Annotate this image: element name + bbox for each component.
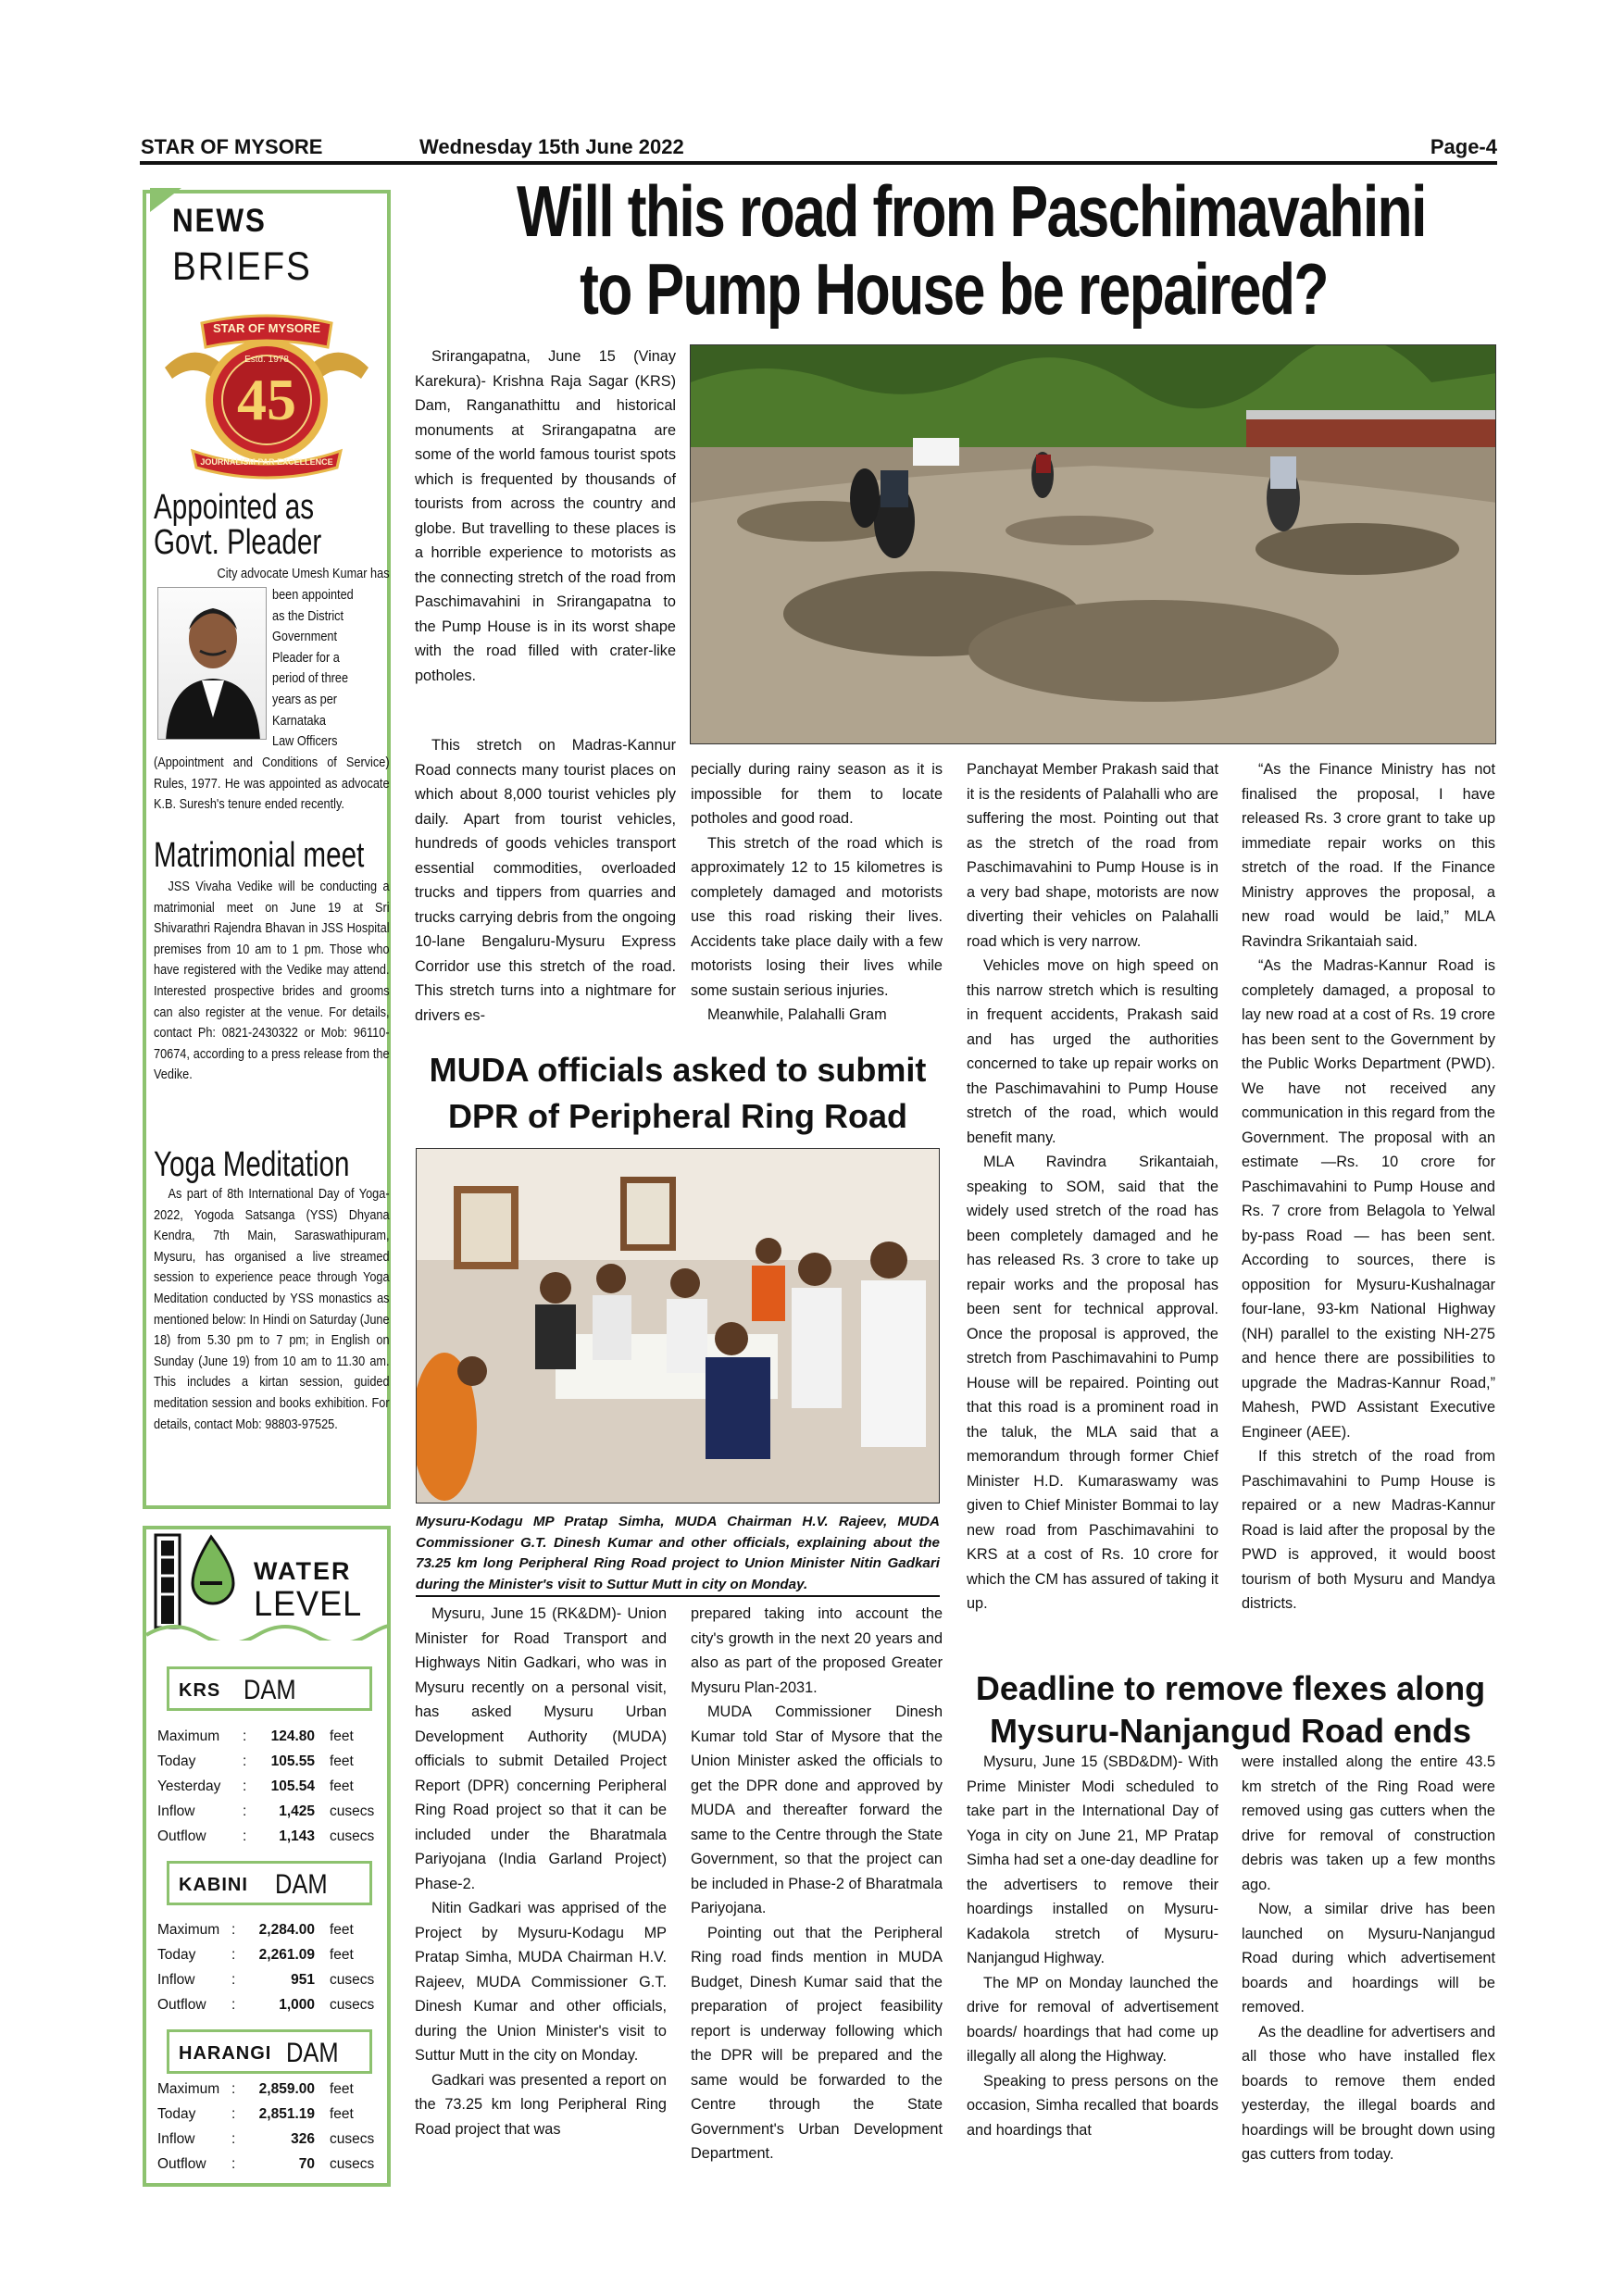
- paragraph: If this stretch of the road from Paschimavahini to Pump House is repaired or a new Madras-Kannur Road is laid after the proposal by the PWD is approved, it would boost tourism of both Mysuru and Mandya districts.: [1242, 1448, 1495, 1612]
- dam-label: DAM: [275, 1869, 328, 1900]
- headline-line: Will this road from Paschimavahini: [517, 170, 1426, 252]
- paragraph: Panchayat Member Prakash said that it is the residents of Palahalli who are suffering the most. Pointing out that as the stretch of the road from Paschimavahini to Pump House is in a very bad shape, motorists are now diverting their vehicles on Palahalli road which is very narrow.: [967, 761, 1218, 950]
- pothole-road-photo: [690, 344, 1496, 744]
- dam-row: Maximum : 124.80 feet: [157, 1728, 354, 1744]
- main-story-col1-top: [415, 344, 676, 729]
- logo-estd: Estd. 1978: [244, 355, 289, 365]
- muda-meeting-photo: [416, 1148, 940, 1504]
- paragraph: Meanwhile, Palahalli Gram: [707, 1006, 887, 1023]
- main-headline: [407, 172, 1500, 328]
- flex-story-col1: [967, 1750, 1218, 2194]
- muda-headline-1: MUDA officials asked to submit: [429, 1051, 927, 1089]
- logo-motto: JOURNALISM PAR EXCELLENCE: [200, 457, 333, 467]
- main-story-col1-bottom: [415, 733, 676, 1028]
- muda-headline-2: DPR of Peripheral Ring Road: [447, 1097, 908, 1135]
- paragraph: “As the Madras-Kannur Road is completely damaged, a proposal to lay new road at a cost of Rs. 19 crore has been sent to the Government by the Public Works Department (PWD). We have not received any communication in this regard from the Government. The proposal with an estimate —Rs. 10 crore for Paschimavahini to Pump House and Rs. 7 crore from Belagola to Yelwal by-pass Road — has been sent. According to sources, there is opposition for Mysuru-Kushalnagar four-lane, 93-km National Highway (NH) parallel to the existing NH-275 and hence there are possibilities to upgrade the Madras-Kannur Road,” Mahesh, PWD Assistant Executive Engineer (AEE).: [1242, 957, 1495, 1441]
- water-label: WATER: [254, 1557, 352, 1585]
- dam-name: KABINI: [179, 1875, 248, 1895]
- flex-headline-1: Deadline to remove flexes along: [975, 1669, 1486, 1707]
- paragraph: pecially during rainy season as it is impossible for them to locate potholes and good road.: [691, 761, 943, 827]
- paragraph: MLA Ravindra Srikantaiah, speaking to SOM, said that the widely used stretch of the road has been completely damaged and he has released Rs. 3 crore to take up repair works and the proposal has been sent for technical approval. Once the proposal is approved, the stretch from Paschimavahini to Pump House will be repaired. Pointing out that this road is a prominent road in the taluk, the MLA said that a memorandum through former Chief Minister H.D. Kumaraswamy was given to Chief Minister Bommai to lay new road from Paschimavahini to KRS at a cost of Rs. 10 crore for which the CM has assured of taking it up.: [967, 1154, 1218, 1612]
- muda-photo-caption: Mysuru-Kodagu MP Pratap Simha, MUDA Chairman H.V. Rajeev, MUDA Commissioner G.T. Dinesh Kumar and other officials, explaining about the 73.25 km long Peripheral Ring Road project to Union Minister Nitin Gadkari during the Minister's visit to Suttur Mutt in city on Monday.: [416, 1514, 940, 1592]
- brief-line: Government: [272, 630, 338, 645]
- briefs-label: BRIEFS: [172, 244, 312, 289]
- paragraph: As the deadline for advertisers and all those who have installed flex boards to remove them ended yesterday, the illegal boards and hoardings will be brought down using gas cutters from today.: [1242, 2023, 1495, 2163]
- muda-story-col2: [691, 1602, 943, 2194]
- dam-label: DAM: [244, 1675, 296, 1705]
- anniversary-logo: [156, 312, 378, 484]
- muda-story-col1: [415, 1602, 667, 2194]
- brief-text: City advocate Umesh Kumar has: [217, 567, 390, 581]
- caption-rule: [416, 1595, 940, 1597]
- brief-text: (Appointment and Conditions of Service) Rules, 1977. He was appointed as advocate K.B. Suresh's tenure ended recently.: [154, 755, 390, 813]
- paper-name: STAR OF MYSORE: [141, 135, 323, 158]
- brief-title: Govt. Pleader: [154, 523, 322, 562]
- dam-row: Outflow : 1,143 cusecs: [157, 1828, 375, 1844]
- brief-line: Karnataka: [272, 713, 327, 729]
- dam-row: Outflow : 70 cusecs: [157, 2156, 375, 2172]
- paragraph: Gadkari was presented a report on the 73.25 km long Peripheral Ring Road project that was: [415, 2071, 667, 2138]
- flex-headline-2: Mysuru-Nanjangud Road ends: [989, 1712, 1472, 1750]
- paragraph: Srirangapatna, June 15 (Vinay Karekura)- Krishna Raja Sagar (KRS) Dam, Ranganathittu and historical monuments at Srirangapatna are some of the world famous tourist spots which is frequented by thousands of tourists from across the country and globe. But travelling to these places is a horrible experience to motorists as the connecting stretch of the road from Paschimavahini in Srirangapatna to the Pump House is in its worst shape with the road filled with crater-like potholes.: [415, 348, 676, 684]
- paragraph: were installed along the entire 43.5 km stretch of the Ring Road were removed using gas cutters when the drive for removal of construction debris was taken up a few months ago.: [1242, 1753, 1495, 1893]
- brief-text: As part of 8th International Day of Yoga-2022, Yogoda Satsanga (YSS) Dhyana Kendra, 7th Main, Saraswathipuram, Mysuru, has organised a live streamed session to experience peace through Yoga Meditation conducted by YSS monastics as mentioned below: In Hindi on Saturday (June 18) from 5.30 pm to 7 pm; in English on Sunday (June 19) from 10 am to 11.30 am. This includes a kirtan session, guided meditation session and books exhibition. For details, contact Mob: 98803-97525.: [154, 1187, 390, 1432]
- issue-date: Wednesday 15th June 2022: [419, 135, 684, 158]
- level-label: LEVEL: [254, 1585, 363, 1624]
- paragraph: This stretch on Madras-Kannur Road connects many tourist places on which about 8,000 tourist vehicles ply daily. Apart from tourist vehicles, hundreds of goods vehicles transport essential commodities, overloaded trucks and tippers from quarries and trucks carrying debris from the ongoing 10-lane Bengaluru-Mysuru Express Corridor use this stretch of the road. This stretch turns into a nightmare for drivers es-: [415, 737, 676, 1024]
- dam-row: Today : 2,851.19 feet: [157, 2106, 354, 2122]
- dam-label: DAM: [286, 2038, 339, 2068]
- logo-top-text: STAR OF MYSORE: [212, 321, 321, 335]
- paragraph: “As the Finance Ministry has not finalised the proposal, I have released Rs. 3 crore grant to take up immediate repair works on this stretch of the road. If the Finance Ministry approves the proposal, a new road would be laid,” MLA Ravindra Srikantaiah said.: [1242, 761, 1495, 950]
- brief-line: as the District: [272, 608, 344, 624]
- paragraph: prepared taking into account the city's growth in the next 20 years and also as part of the proposed Greater Mysuru Plan-2031.: [691, 1605, 943, 1696]
- dam-row: Maximum : 2,859.00 feet: [157, 2081, 354, 2097]
- person-portrait-icon: [158, 588, 267, 740]
- dam-row: Maximum : 2,284.00 feet: [157, 1922, 354, 1938]
- main-story-col4: [1242, 757, 1495, 1661]
- paragraph: MUDA Commissioner Dinesh Kumar told Star of Mysore that the Union Minister asked the officials to get the DPR done and approved by MUDA and thereafter forward the same to the Centre through the State Government, so that the project can be included in Phase-2 of Bharatmala Pariyojana.: [691, 1703, 943, 1916]
- paragraph: Mysuru, June 15 (RK&DM)- Union Minister for Road Transport and Highways Nitin Gadkari, who was in Mysuru recently on a personal visit, has asked Mysuru Urban Development Authority (MUDA) officials to submit Detailed Project Report (DPR) concerning Peripheral Ring Road project so that it can be included under the Bharatmala Pariyojana (India Garland Project) Phase-2.: [415, 1605, 667, 1892]
- brief-line: years as per: [272, 693, 338, 707]
- umesh-kumar-photo: [157, 587, 267, 740]
- main-story-col3: [967, 757, 1218, 1661]
- krs-dam-header: [167, 1666, 372, 1711]
- brief-title: Matrimonial meet: [154, 836, 365, 875]
- dam-row: Yesterday : 105.54 feet: [157, 1778, 354, 1794]
- brief-line: Law Officers: [272, 734, 338, 750]
- headline-line: to Pump House be repaired?: [580, 248, 1328, 330]
- paragraph: Pointing out that the Peripheral Ring road finds mention in MUDA Budget, Dinesh Kumar said that the preparation of project feasibility report is underway following which the DPR will be prepared and the same would be forwarded to the Centre through the State Government's Urban Development Department.: [691, 1924, 943, 2162]
- dam-row: Outflow : 1,000 cusecs: [157, 1997, 375, 2013]
- dam-name: KRS: [179, 1680, 221, 1701]
- brief-title: Yoga Meditation: [154, 1145, 350, 1184]
- brief-line: Pleader for a: [272, 650, 340, 666]
- dam-row: Inflow : 326 cusecs: [157, 2131, 375, 2147]
- damaged-road-image: [691, 345, 1496, 744]
- dam-row: Inflow : 1,425 cusecs: [157, 1803, 375, 1819]
- paragraph: Speaking to press persons on the occasion, Simha recalled that boards and hoardings that: [967, 2072, 1218, 2139]
- paragraph: Mysuru, June 15 (SBD&DM)- With Prime Minister Modi scheduled to take part in the International Day of Yoga in city on June 21, MP Pratap Simha had set a one-day deadline for the advertisers to remove their hoardings installed on Mysuru-Kadakola stretch of Mysuru-Nanjangud Highway.: [967, 1753, 1218, 1966]
- paragraph: Vehicles move on high speed on this narrow stretch which is resulting in frequent accidents, Prakash said and has urged the authorities concerned to take up repair works on the Paschimavahini to Pump House stretch of the road, which would benefit many.: [967, 957, 1218, 1146]
- brief-text: JSS Vivaha Vedike will be conducting a matrimonial meet on June 19 at Sri Shivarathri Rajendra Bhavan in JSS Hospital premises from 10 am to 1 pm. Those who have registered with the Vedike may attend. Interested prospective brides and grooms can also register at the venue. For details, contact Ph: 0821-2430322 or Mob: 96110-70674, according to a press release from the Vedike.: [154, 880, 390, 1083]
- dam-row: Inflow : 951 cusecs: [157, 1972, 375, 1988]
- meeting-group-image: [417, 1149, 940, 1504]
- news-briefs-box: [143, 190, 391, 1509]
- water-level-box: [143, 1526, 391, 2187]
- masthead-rule: [140, 161, 1497, 165]
- logo-number: 45: [237, 367, 296, 432]
- brief-title: Appointed as: [154, 488, 315, 527]
- main-story-col2: [691, 757, 943, 1028]
- brief-line: period of three: [272, 671, 349, 687]
- dam-row: Today : 2,261.09 feet: [157, 1947, 354, 1963]
- dam-row: Today : 105.55 feet: [157, 1753, 354, 1769]
- flex-story-col2: [1242, 1750, 1495, 2194]
- paragraph: Now, a similar drive has been launched on Mysuru-Nanjangud Road during which advertisement boards and hoardings will be removed.: [1242, 1901, 1495, 2015]
- page-number: Page-4: [1430, 135, 1497, 158]
- paragraph: The MP on Monday launched the drive for removal of advertisement boards/ hoardings that had come up illegally all along the Highway.: [967, 1974, 1218, 2065]
- paragraph: Nitin Gadkari was apprised of the Project by Mysuru-Kodagu MP Pratap Simha, MUDA Chairman H.V. Rajeev, MUDA Commissioner G.T. Dinesh Kumar and other officials, during the Union Minister's visit to Suttur Mutt in the city on Monday.: [415, 1900, 667, 2064]
- brief-line: been appointed: [272, 588, 354, 603]
- paragraph: This stretch of the road which is approximately 12 to 15 kilometres is completely damaged and motorists use this road risking their lives. Accidents take place daily with a few motorists losing their lives while some sustain serious injuries.: [691, 834, 943, 999]
- kabini-dam-header: [167, 1861, 372, 1905]
- harangi-dam-header: [167, 2029, 372, 2074]
- dam-name: HARANGI: [179, 2043, 272, 2064]
- news-label: NEWS: [172, 203, 267, 239]
